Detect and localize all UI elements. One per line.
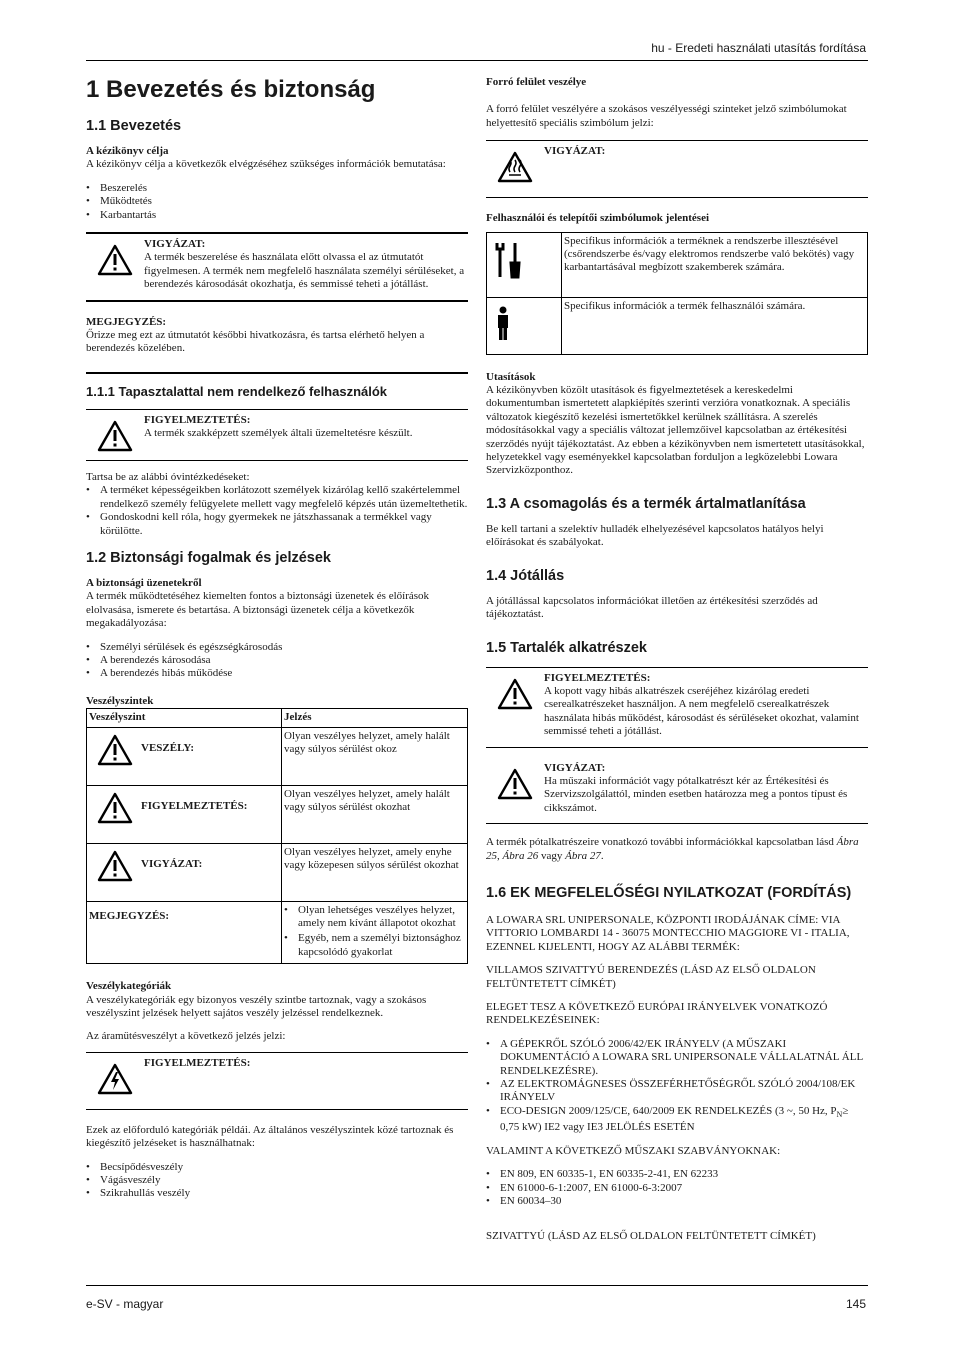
level-name: FIGYELMEZTETÉS: [141,799,248,812]
electric-warning-notice [86,1052,468,1110]
hot-surface-notice [486,140,868,198]
user-icon-cell [487,297,562,354]
list-item: • AZ ELEKTROMÁGNESES ÖSSZEFÉRHETŐSÉGRŐL SZÓLÓ 2004/108/EK IRÁNYELV [500,1078,868,1105]
instructions-label: Utasítások [486,370,536,383]
list-item: • Szikrahullás veszély [100,1187,468,1200]
eco-text: ≥ 0,75 kW) IE2 vagy IE3 JELÖLÉS ESETÉN [500,1104,849,1134]
section-1-2-title: 1.2 Biztonsági fogalmak és jelzések [86,549,331,566]
notice-title: VIGYÁZAT: [144,238,206,251]
table-row [87,785,468,843]
notice-text: A kopott vagy hibás alkatrészek cseréjéhez kizárólag eredeti cserealkatrészeket használjon. A nem megfelelő cserealkatrészek használata hibás működést, károsodást és sérüléseket okozhat, valamint semmissé teheti a jótállást. [544,684,859,738]
messages-list [86,641,468,681]
ec-standards-list [486,1168,868,1208]
notice-text: A termék szakképzett személyek általi üzemeltetésre készült. [144,427,413,440]
warning-notice [86,409,468,461]
symbols-label: Felhasználói és telepítői szimbólumok jelentései [486,212,710,225]
list-item: • Becsípődésveszély [100,1161,468,1174]
section-1-1-title: 1.1 Bevezetés [86,118,182,134]
instructions-text: A kézikönyvben közölt utasítások és figyelmeztetések a kereskedelmi dokumentumban ismertetett alapkiépítés szerinti verzióra vonatkoznak. A speciális változatok kiegészítő kezelési ismertetőkkel kerülnek szállításra. A szerelés módosításokkal vagy a speciális változat jellemzőivel kapcsolatban az értékesítési szerződés nyújt tájékoztatást. Az ebben a kézikönyvben nem ismertetett utasításokkal, helyzetekkel vagy eseményekkel kapcsolatban forduljon a legközelebbi Lowara Szervizközponthoz. [486,384,865,477]
footer-product: e-SV - magyar [86,1297,164,1311]
level-desc: Olyan veszélyes helyzet, amely enyhe vagy közepesen súlyos sérülést okozhat [282,843,468,901]
table-header: Jelzés [282,709,468,727]
list-item: • Vágásveszély [100,1174,468,1187]
level-name: MEGJEGYZÉS: [89,909,170,922]
separator: vagy [538,849,566,862]
list-item: • A GÉPEKRŐL SZÓLÓ 2006/42/EK IRÁNYELV (A MŰSZAKI DOKUMENTÁCIÓ A LOWARA SRL UNIPERSONALE VÁLLALATNÁL ÁLL RENDELKEZÉSRE). [500,1038,868,1078]
list-item: • EN 809, EN 60335-1, EN 60335-2-41, EN 62233 [500,1168,868,1181]
hazard-levels-table [86,708,468,964]
categories-label: Veszélykategóriák [86,980,172,993]
precautions-intro: Tartsa be az alábbi óvintézkedéseket: [86,470,250,483]
list-item: • A terméket képességeikben korlátozott személyek kizárólag kellő szakértelemmel rendelkező személy felügyelete mellett vagy megfelelő képzés után üzemeltethetik. [100,484,468,511]
section-1-1-1-title: 1.1.1 Tapasztalattal nem rendelkező felhasználók [86,383,388,399]
list-item: • Személyi sérülések és egészségkárosodás [100,641,468,654]
header-rule [86,60,868,61]
table-row [487,232,868,297]
section-1-5-title: 1.5 Tartalék alkatrészek [486,639,647,656]
warning-triangle-icon [89,730,141,766]
ec-paragraph: A LOWARA SRL UNIPERSONALE, KÖZPONTI IRODÁJÁNAK CÍME: VIA VITTORIO LOMBARDI 14 - 36075 MONTECCHIO MAGGIORE VI - ITALIA, EZENNEL KIJELENTI, HOGY AZ ALÁBBI TERMÉK: [486,913,850,953]
level-name: VESZÉLY: [141,741,194,754]
warning-triangle-icon [89,846,141,882]
eco-subscript: N [836,1110,843,1120]
note-label: MEGJEGYZÉS: [86,315,167,328]
ec-paragraph: VALAMINT A KÖVETKEZŐ MŰSZAKI SZABVÁNYOKNAK: [486,1144,781,1157]
separator: . [600,849,604,862]
purpose-text: A kézikönyv célja a következők elvégzéséhez szükséges információk bemutatása: [86,158,446,171]
table-row [87,727,468,785]
list-item: • EN 61000-6-1:2007, EN 61000-6-3:2007 [500,1182,868,1195]
running-header: hu - Eredeti használati utasítás fordítása [651,41,866,55]
right-column [486,68,868,1254]
purpose-list [86,182,468,222]
chapter-title: 1 Bevezetés és biztonság [86,76,376,103]
eco-text: ECO-DESIGN 2009/125/CE, 640/2009 EK RENDELKEZÉS (3 ~, 50 Hz, P [500,1104,837,1117]
note-level-list [284,904,465,960]
level-name: VIGYÁZAT: [141,857,203,870]
table-row [87,901,468,964]
caution-notice [86,232,468,302]
section-1-4-title: 1.4 Jótállás [486,567,565,584]
caution-notice [486,748,868,825]
warning-triangle-icon [486,672,544,739]
spare-text-start: A termék pótalkatrészeire vonatkozó további információkkal kapcsolatban lásd [486,836,837,849]
list-item: • Gondoskodni kell róla, hogy gyermekek ne játszhassanak a termékkel vagy körülötte. [100,511,468,538]
messages-label: A biztonsági üzenetekről [86,576,202,589]
notice-text: A termék beszerelése és használata előtt olvassa el az útmutatót figyelmesen. A termék nem megfelelő használata személyi sérüléseket, a berendezés károsodását okozhatja, és semmissé teheti a jótállást. [144,251,465,291]
levels-label: Veszélyszintek [86,694,154,707]
table-row [87,843,468,901]
installer-icon-cell [487,232,562,297]
symbols-table [486,232,868,355]
warning-notice [486,667,868,748]
list-item: • Karbantartás [100,209,468,222]
spare-parts-text [486,836,868,863]
list-item: • EN 60034–30 [500,1195,868,1208]
installer-desc: Specifikus információk a terméknek a rendszerbe illesztésével (csőrendszerbe és/vagy elektromos rendszerbe való bekötés) vagy karbantartásával megbízott szakemberek számára. [562,232,868,297]
hot-surface-text: A forró felület veszélyére a szokásos veszélyességi szinteket jelző szimbólumokat helyettesítő speciális szimbólum jelzi: [486,103,847,129]
notice-title: VIGYÁZAT: [544,145,606,158]
user-desc: Specifikus információk a termék felhasználói számára. [562,297,868,354]
messages-text: A termék működtetéséhez kiemelten fontos a biztonsági üzenetek és előírások elolvasása, ismerete és betartása. A biztonsági üzenetek célja a következők megakadályozása: [86,590,430,630]
notice-title: VIGYÁZAT: [544,761,606,774]
notice-title: FIGYELMEZTETÉS: [544,671,651,684]
ec-directives-list [486,1038,868,1135]
section-1-3-text: Be kell tartani a szelektív hulladék elhelyezésével kapcsolatos hatályos helyi előírásokat és szabályokat. [486,522,824,549]
section-1-3-title: 1.3 A csomagolás és a termék ártalmatlanítása [486,495,806,512]
list-item: • A berendezés hibás működése [100,667,468,680]
list-item: • Működtetés [100,195,468,208]
installer-tools-icon [489,272,525,284]
ec-paragraph: SZIVATTYÚ (LÁSD AZ ELSŐ OLDALON FELTÜNTETETT CÍMKÉT) [486,1230,816,1243]
warning-triangle-icon [89,788,141,824]
note-rule [86,372,468,374]
footer-rule [86,1285,868,1286]
figure-link[interactable]: Ábra 27 [565,849,601,862]
figure-link[interactable]: Ábra 26 [502,849,539,862]
notice-title: FIGYELMEZTETÉS: [144,1056,251,1069]
section-1-4-text: A jótállással kapcsolatos információkat illetően az értékesítési szerződés ad tájékoztatást. [486,594,818,621]
hot-surface-label: Forró felület veszélye [486,76,587,88]
ec-paragraph: ELEGET TESZ A KÖVETKEZŐ EURÓPAI IRÁNYELVEK VONATKOZÓ RENDELKEZÉSEINEK: [486,1001,828,1027]
precautions-list [86,484,468,538]
notice-title: FIGYELMEZTETÉS: [144,413,251,426]
list-item [500,1105,868,1135]
list-item: • Egyéb, nem a személyi biztonsághoz kapcsolódó gyakorlat [298,932,465,959]
user-person-icon [489,333,513,345]
warning-triangle-icon [86,414,144,452]
figure-link[interactable]: Ábra 25 [486,836,859,862]
examples-list [86,1161,468,1201]
section-1-6-title: 1.6 EK MEGFELELŐSÉGI NYILATKOZAT (FORDÍTÁS) [486,884,852,901]
list-item: • A berendezés károsodása [100,654,468,667]
separator: , [497,849,503,862]
categories-text: A veszélykategóriák egy bizonyos veszély szintbe tartoznak, vagy a szokásos veszélyszint jelzések helyett sajátos veszély jelzéssel rendelkeznek. [86,993,427,1019]
list-item: • Olyan lehetséges veszélyes helyzet, amely nem kívánt állapotot okozhat [298,904,465,931]
left-column [86,68,468,1211]
warning-triangle-icon [486,762,544,816]
level-desc: Olyan veszélyes helyzet, amely halált vagy súlyos sérülést okozhat [282,785,468,843]
page-number: 145 [845,1297,866,1311]
list-item: • Beszerelés [100,182,468,195]
purpose-label: A kézikönyv célja [86,145,169,157]
hot-surface-triangle-icon [486,145,544,183]
table-row [487,297,868,354]
examples-text: Ezek az előforduló kategóriák példái. Az általános veszélyszintek közé tartoznak és kiegészítő jelzéseket is használhatnak: [86,1123,454,1150]
note-text: Őrizze meg ezt az útmutatót későbbi hivatkozásra, és tartsa elérhető helyen a berendezés közelében. [86,329,425,355]
ec-paragraph: VILLAMOS SZIVATTYÚ BERENDEZÉS (LÁSD AZ ELSŐ OLDALON FELTÜNTETETT CÍMKÉT) [486,964,816,990]
notice-text: Ha műszaki információt vagy pótalkatrészt kér az Értékesítési és Szervizszolgálattól, minden esetben határozza meg a pontos típust és cikkszámot. [544,774,848,814]
warning-triangle-icon [86,238,144,292]
table-header: Veszélyszint [87,709,282,727]
electric-text: Az áramütésveszélyt a következő jelzés jelzi: [86,1030,286,1043]
level-desc: Olyan veszélyes helyzet, amely halált vagy súlyos sérülést okoz [282,727,468,785]
electric-shock-triangle-icon [86,1057,144,1095]
